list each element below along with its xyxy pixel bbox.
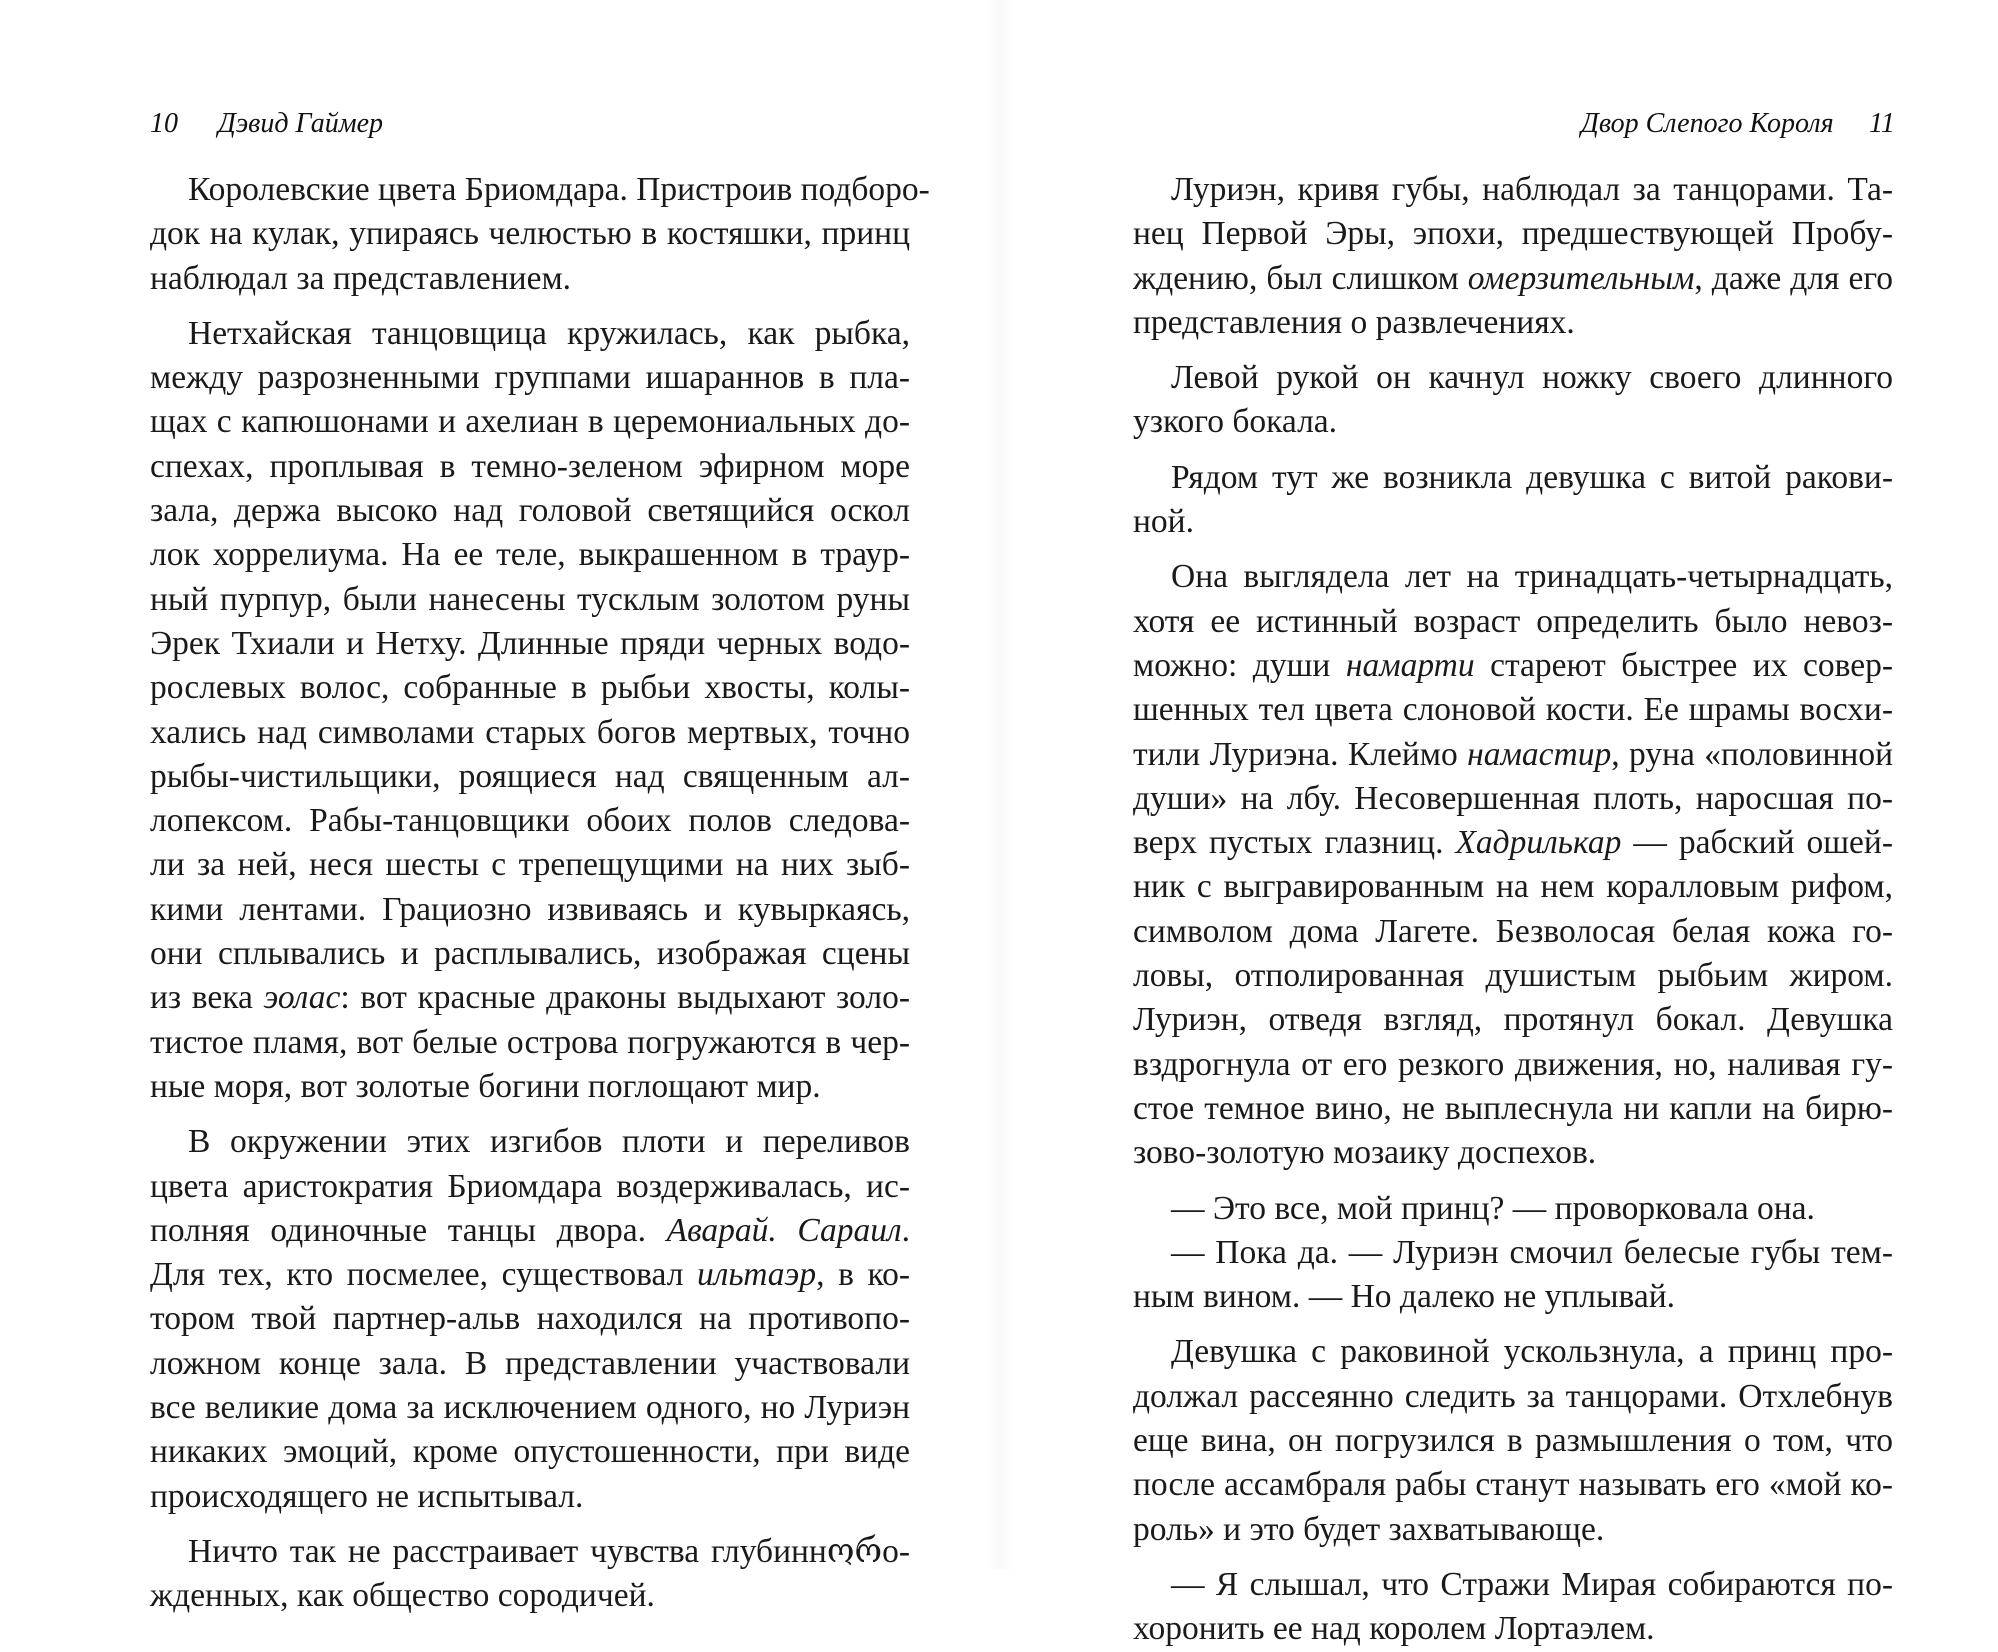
right-running-head: Двор Слепого Короля xyxy=(1581,108,1834,139)
text-run: после ассамбраля рабы станут называть его «мой ко- xyxy=(1133,1466,1893,1504)
text-run: Для тех, кто посмелее, существовал xyxy=(150,1256,698,1294)
text-line xyxy=(150,1209,910,1253)
text-line xyxy=(1133,456,1893,500)
paragraph-gap xyxy=(1133,544,1893,555)
text-line xyxy=(1133,301,1893,345)
text-run: нец Первой Эры, эпохи, предшествующей Пробу- xyxy=(1133,215,1893,253)
text-run: рыбы-чистильщики, роящиеся над священным ал- xyxy=(150,757,910,795)
text-run: Левой рукой он качнул ножку своего длинного xyxy=(1171,359,1893,397)
text-line xyxy=(150,168,930,212)
paragraph-gap xyxy=(150,1109,910,1120)
text-line xyxy=(150,489,910,533)
text-line xyxy=(150,578,910,622)
text-line xyxy=(1133,400,1893,444)
text-line xyxy=(1133,1607,1893,1651)
text-line xyxy=(1133,777,1893,821)
text-run: зала, держа высоко над головой светящийся оскол xyxy=(150,492,910,530)
text-line xyxy=(150,312,910,356)
text-line xyxy=(150,1530,910,1574)
text-run: Эрек Тхиали и Нетху. Длинные пряди черных водо- xyxy=(150,624,910,662)
text-line xyxy=(150,843,910,887)
text-run: души» на лбу. Несовершенная плоть, наросшая по- xyxy=(1133,779,1893,817)
text-run: Королевские цвета Бриомдара. Пристроив подборо- xyxy=(188,171,930,208)
text-line xyxy=(1133,168,1893,212)
text-run: — Это все, мой принц? — проворковала она. xyxy=(1171,1189,1815,1227)
text-run: Луриэн, отведя взгляд, протянул бокал. Девушка xyxy=(1133,1001,1893,1039)
text-run: ный пурпур, были нанесены тусклым золотом руны xyxy=(150,580,910,618)
text-run: док на кулак, упираясь челюстью в костяшки, принц xyxy=(150,215,910,253)
left-page-number: 10 xyxy=(150,108,178,139)
text-run: рослевых волос, собранные в рыбьи хвосты, колы- xyxy=(150,669,910,707)
text-line xyxy=(1133,1375,1893,1419)
text-run: лок хоррелиума. На ее теле, выкрашенном в траур- xyxy=(150,536,910,574)
text-run: ловы, отполированная душистым рыбьим жиром. xyxy=(1133,957,1893,995)
text-run: жденных, как общество сородичей. xyxy=(150,1577,655,1615)
text-line xyxy=(150,533,910,577)
italic-term: Хадрилькар xyxy=(1455,824,1622,862)
right-page-text xyxy=(1133,168,1893,1652)
text-run: ждению, был слишком xyxy=(1133,259,1468,297)
text-run: хотя ее истинный возраст определить было невоз- xyxy=(1133,602,1893,640)
text-line xyxy=(1133,1463,1893,1507)
text-run: еще вина, он погрузился в размышления о том, что xyxy=(1133,1422,1893,1460)
text-run: тором твой партнер-альв находился на противопо- xyxy=(150,1300,910,1338)
text-line xyxy=(150,257,910,301)
text-line xyxy=(150,1120,910,1164)
text-run: хоронить ее над королем Лортаэлем. xyxy=(1133,1610,1655,1648)
left-running-head: Дэвид Гаймер xyxy=(218,108,384,139)
text-line xyxy=(1133,644,1893,688)
text-line xyxy=(150,1342,910,1386)
text-line xyxy=(1133,257,1893,301)
text-run: Она выглядела лет на тринадцать-четырнадцать, xyxy=(1171,558,1893,596)
text-run: должал рассеянно следить за танцорами. Отхлебнув xyxy=(1133,1377,1893,1415)
left-page xyxy=(0,0,999,1615)
text-run: тили Луриэна. Клеймо xyxy=(1133,735,1468,773)
text-run: спехах, проплывая в темно-зеленом эфирном море xyxy=(150,447,910,485)
italic-term: намастир xyxy=(1467,735,1612,773)
left-page-text xyxy=(150,168,930,1619)
text-run: из века xyxy=(150,979,264,1017)
text-line xyxy=(150,711,910,755)
text-line xyxy=(1133,1187,1893,1231)
text-run: тистое пламя, вот белые острова погружаются в чер- xyxy=(150,1023,910,1061)
text-line xyxy=(1133,688,1893,732)
text-line xyxy=(1133,1330,1893,1374)
text-run: , в ко- xyxy=(816,1256,910,1294)
text-line xyxy=(150,976,910,1020)
text-line xyxy=(1133,998,1893,1042)
text-run: ной. xyxy=(1133,503,1194,541)
right-page xyxy=(999,0,1998,1648)
text-line xyxy=(150,445,910,489)
text-line xyxy=(150,1065,910,1109)
text-run: ные моря, вот золотые богини поглощают мир. xyxy=(150,1067,821,1105)
text-line xyxy=(1133,1087,1893,1131)
text-line xyxy=(150,932,910,976)
text-run: узкого бокала. xyxy=(1133,403,1338,441)
paragraph-gap xyxy=(1133,1319,1893,1330)
text-run: происходящего не испытывал. xyxy=(150,1477,584,1515)
italic-term: Аварай. Сараил xyxy=(666,1211,902,1249)
text-run: щах с капюшонами и ахелиан в церемониальных до- xyxy=(150,403,910,441)
text-line xyxy=(1133,1419,1893,1463)
italic-term: эолас xyxy=(263,979,341,1017)
paragraph-gap xyxy=(1133,345,1893,356)
text-run: , даже для его xyxy=(1694,259,1893,297)
text-run: никаких эмоций, кроме опустошенности, при виде xyxy=(150,1433,910,1471)
text-run: вздрогнула от его резкого движения, но, наливая гу- xyxy=(1133,1045,1893,1083)
text-line xyxy=(150,1386,910,1430)
text-line xyxy=(1133,821,1893,865)
text-line xyxy=(150,888,910,932)
text-line xyxy=(150,755,910,799)
text-run: ложном конце зала. В представлении участвовали xyxy=(150,1344,910,1382)
text-run: Ничто так не расстраивает чувства глубиннორо- xyxy=(188,1532,910,1570)
text-line xyxy=(150,400,910,444)
text-line xyxy=(1133,1043,1893,1087)
text-run: ным вином. — Но далеко не уплывай. xyxy=(1133,1278,1676,1316)
text-line xyxy=(1133,500,1893,544)
text-line xyxy=(1133,600,1893,644)
italic-term: ильтаэр xyxy=(697,1256,817,1294)
paragraph-gap xyxy=(150,1519,910,1530)
text-run: они сплывались и расплывались, изображая сцены xyxy=(150,935,910,973)
text-line xyxy=(150,1574,910,1618)
italic-term: намарти xyxy=(1345,646,1475,684)
text-run: Нетхайская танцовщица кружилась, как рыбка, xyxy=(188,314,910,352)
paragraph-gap xyxy=(150,301,910,312)
text-line xyxy=(1133,212,1893,256)
text-run: представления о развлечениях. xyxy=(1133,303,1575,341)
text-line xyxy=(1133,910,1893,954)
text-run: — рабский ошей- xyxy=(1621,824,1893,862)
text-run: . xyxy=(901,1211,910,1249)
right-page-number: 11 xyxy=(1869,108,1895,139)
text-line xyxy=(1133,356,1893,400)
text-run: наблюдал за представлением. xyxy=(150,259,572,297)
text-line xyxy=(150,1475,910,1519)
text-run: — Я слышал, что Стражи Мирая собираются по- xyxy=(1171,1565,1893,1603)
text-line xyxy=(1133,1275,1893,1319)
text-run: кими лентами. Грациозно извиваясь и кувыркаясь, xyxy=(150,890,910,928)
text-run: роль» и это будет захватывающе. xyxy=(1133,1510,1605,1548)
text-line xyxy=(150,356,910,400)
text-run: между разрозненными группами ишараннов в пла- xyxy=(150,359,910,397)
text-line xyxy=(150,1253,910,1297)
text-run: Луриэн, кривя губы, наблюдал за танцорами. Та- xyxy=(1171,171,1893,208)
text-run: , руна «половинной xyxy=(1611,735,1893,773)
text-run: стое темное вино, не выплеснула ни капли на бирю- xyxy=(1133,1089,1893,1127)
text-run: Рядом тут же возникла девушка с витой ракови- xyxy=(1171,458,1893,496)
text-line xyxy=(150,1297,910,1341)
text-line xyxy=(150,1021,910,1065)
text-line xyxy=(1133,1231,1893,1275)
text-line xyxy=(150,1165,910,1209)
text-line xyxy=(150,212,910,256)
text-line xyxy=(1133,1131,1893,1175)
text-run: лопексом. Рабы-танцовщики обоих полов следова- xyxy=(150,802,910,840)
text-line xyxy=(1133,1508,1893,1552)
text-run: зово-золотую мозаику доспехов. xyxy=(1133,1134,1597,1172)
paragraph-gap xyxy=(1133,445,1893,456)
text-run: Девушка с раковиной ускользнула, а принц про- xyxy=(1171,1333,1893,1371)
text-run: ли за ней, неся шесты с трепещущими на них зыб- xyxy=(150,846,910,884)
text-line xyxy=(1133,733,1893,777)
text-run: шенных тел цвета слоновой кости. Ее шрамы восхи- xyxy=(1133,691,1893,729)
text-run: полняя одиночные танцы двора. xyxy=(150,1211,667,1249)
text-run: — Пока да. — Луриэн смочил белесые губы тем- xyxy=(1171,1233,1893,1271)
text-line xyxy=(150,622,910,666)
text-run: : вот красные драконы выдыхают золо- xyxy=(340,979,910,1017)
text-run: В окружении этих изгибов плоти и переливов xyxy=(188,1123,910,1161)
text-line xyxy=(150,666,910,710)
text-line xyxy=(1133,865,1893,909)
text-run: все великие дома за исключением одного, но Луриэн xyxy=(150,1389,910,1427)
italic-term: омерзительным xyxy=(1467,259,1695,297)
text-run: верх пустых глазниц. xyxy=(1133,824,1456,862)
text-run: символом дома Лагете. Безволосая белая кожа го- xyxy=(1133,912,1893,950)
text-line xyxy=(1133,954,1893,998)
text-run: стареют быстрее их совер- xyxy=(1474,646,1894,684)
text-line xyxy=(150,799,910,843)
text-run: хались над символами старых богов мертвых, точно xyxy=(150,713,910,751)
paragraph-gap xyxy=(1133,1552,1893,1563)
text-run: можно: души xyxy=(1133,646,1346,684)
paragraph-gap xyxy=(1133,1176,1893,1187)
text-line xyxy=(150,1430,910,1474)
text-run: ник с выгравированным на нем коралловым рифом, xyxy=(1133,868,1893,906)
text-run: цвета аристократия Бриомдара воздерживалась, ис- xyxy=(150,1167,910,1205)
text-line xyxy=(1133,555,1893,599)
